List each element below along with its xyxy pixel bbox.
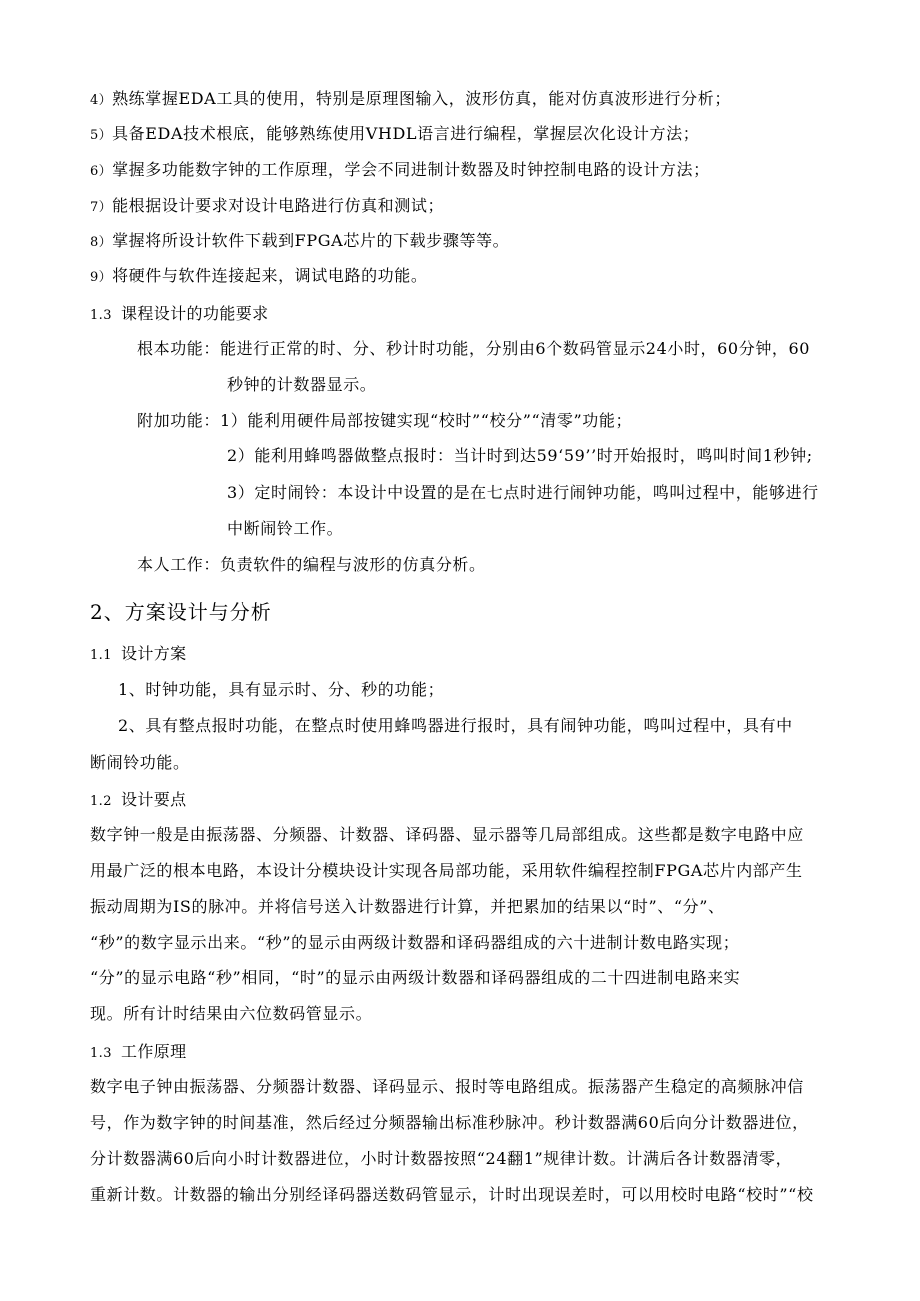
chapter-heading: 2、方案设计与分析 xyxy=(90,600,272,624)
paragraph-line: 振动周期为IS的脉冲。并将信号送入计数器进行计算，并把累加的结果以“时”、“分”、 xyxy=(90,897,725,916)
design-item: 2、具有整点报时功能，在整点时使用蜂鸣器进行报时，具有闹钟功能，鸣叫过程中，具有中 xyxy=(118,716,793,735)
list-item xyxy=(90,198,444,214)
list-text: 掌握将所设计软件下载到FPGA芯片的下载步骤等等。 xyxy=(112,231,510,250)
section-heading xyxy=(90,646,187,662)
section-heading xyxy=(90,792,187,808)
extra-function xyxy=(137,413,632,429)
paragraph-line: “秒”的数字显示出来。“秒”的显示由两级计数器和译码器组成的六十进制计数电路实现； xyxy=(90,933,740,952)
section-title: 课程设计的功能要求 xyxy=(120,304,269,323)
paragraph-line: 数字钟一般是由振荡器、分频器、计数器、译码器、显示器等几局部组成。这些都是数字电路中应 xyxy=(90,825,804,844)
list-number: 5） xyxy=(90,128,113,143)
list-number: 6） xyxy=(90,164,113,179)
extra-function-item: 1）能利用硬件局部按键实现“校时”“校分”“清零”功能； xyxy=(220,411,633,430)
section-title: 工作原理 xyxy=(120,1042,187,1061)
list-text: 具备EDA技术根底，能够熟练使用VHDL语言进行编程，掌握层次化设计方法； xyxy=(112,124,700,143)
list-item xyxy=(90,126,699,142)
basic-function-label: 根本功能： xyxy=(137,339,221,358)
list-item xyxy=(90,233,509,249)
paragraph-line: 数字电子钟由振荡器、分频器计数器、译码显示、报时等电路组成。振荡器产生稳定的高频脉冲信 xyxy=(90,1077,804,1096)
basic-function-text: 能进行正常的时、分、秒计时功能，分别由6个数码管显示24小时，60分钟，60 xyxy=(220,339,811,358)
extra-function-label: 附加功能： xyxy=(137,411,221,430)
design-item-continued: 断闹铃功能。 xyxy=(90,753,190,772)
section-heading xyxy=(90,306,269,322)
personal-work xyxy=(137,557,486,573)
list-text: 掌握多功能数字钟的工作原理，学会不同进制计数器及时钟控制电路的设计方法； xyxy=(112,160,710,179)
paragraph-line: 重新计数。计数器的输出分别经译码器送数码管显示，计时出现误差时，可以用校时电路“校时”“校 xyxy=(90,1185,814,1204)
section-number: 1.1 xyxy=(90,648,112,663)
basic-function-continued: 秒钟的计数器显示。 xyxy=(227,375,377,394)
list-number: 4） xyxy=(90,93,113,108)
list-item xyxy=(90,162,710,178)
list-text: 熟练掌握EDA工具的使用，特别是原理图输入，波形仿真，能对仿真波形进行分析； xyxy=(112,89,731,108)
list-number: 9） xyxy=(90,270,113,285)
section-number: 1.3 xyxy=(90,308,112,323)
section-title: 设计方案 xyxy=(120,644,187,663)
section-number: 1.3 xyxy=(90,1046,112,1061)
section-title: 设计要点 xyxy=(120,790,187,809)
list-item xyxy=(90,91,731,107)
list-item xyxy=(90,268,427,284)
list-text: 能根据设计要求对设计电路进行仿真和测试； xyxy=(112,196,445,215)
list-number: 8） xyxy=(90,235,113,250)
extra-function-item-continued: 中断闹铃工作。 xyxy=(227,519,344,538)
personal-work-label: 本人工作： xyxy=(137,555,221,574)
design-item: 1、时钟功能，具有显示时、分、秒的功能； xyxy=(118,680,445,699)
section-heading xyxy=(90,1044,187,1060)
extra-function-item: 3）定时闹铃：本设计中设置的是在七点时进行闹钟功能，鸣叫过程中，能够进行 xyxy=(227,483,819,502)
section-number: 1.2 xyxy=(90,794,112,809)
list-text: 将硬件与软件连接起来，调试电路的功能。 xyxy=(112,266,428,285)
paragraph-line: 现。所有计时结果由六位数码管显示。 xyxy=(90,1004,373,1023)
paragraph-line: 用最广泛的根本电路，本设计分模块设计实现各局部功能，采用软件编程控制FPGA芯片内部产生 xyxy=(90,861,803,880)
paragraph-line: “分”的显示电路“秒”相同，“时”的显示由两级计数器和译码器组成的二十四进制电路来实 xyxy=(90,968,741,987)
list-number: 7） xyxy=(90,200,113,215)
personal-work-text: 负责软件的编程与波形的仿真分析。 xyxy=(220,555,486,574)
paragraph-line: 号，作为数字钟的时间基准，然后经过分频器输出标准秒脉冲。秒计数器满60后向分计数器进位， xyxy=(90,1113,809,1132)
extra-function-item: 2）能利用蜂鸣器做整点报时：当计时到达59‘59’’时开始报时，鸣叫时间1秒钟; xyxy=(227,446,813,465)
paragraph-line: 分计数器满60后向小时计数器进位，小时计数器按照“24翻1”规律计数。计满后各计数器清零， xyxy=(90,1149,793,1168)
basic-function xyxy=(137,341,810,357)
